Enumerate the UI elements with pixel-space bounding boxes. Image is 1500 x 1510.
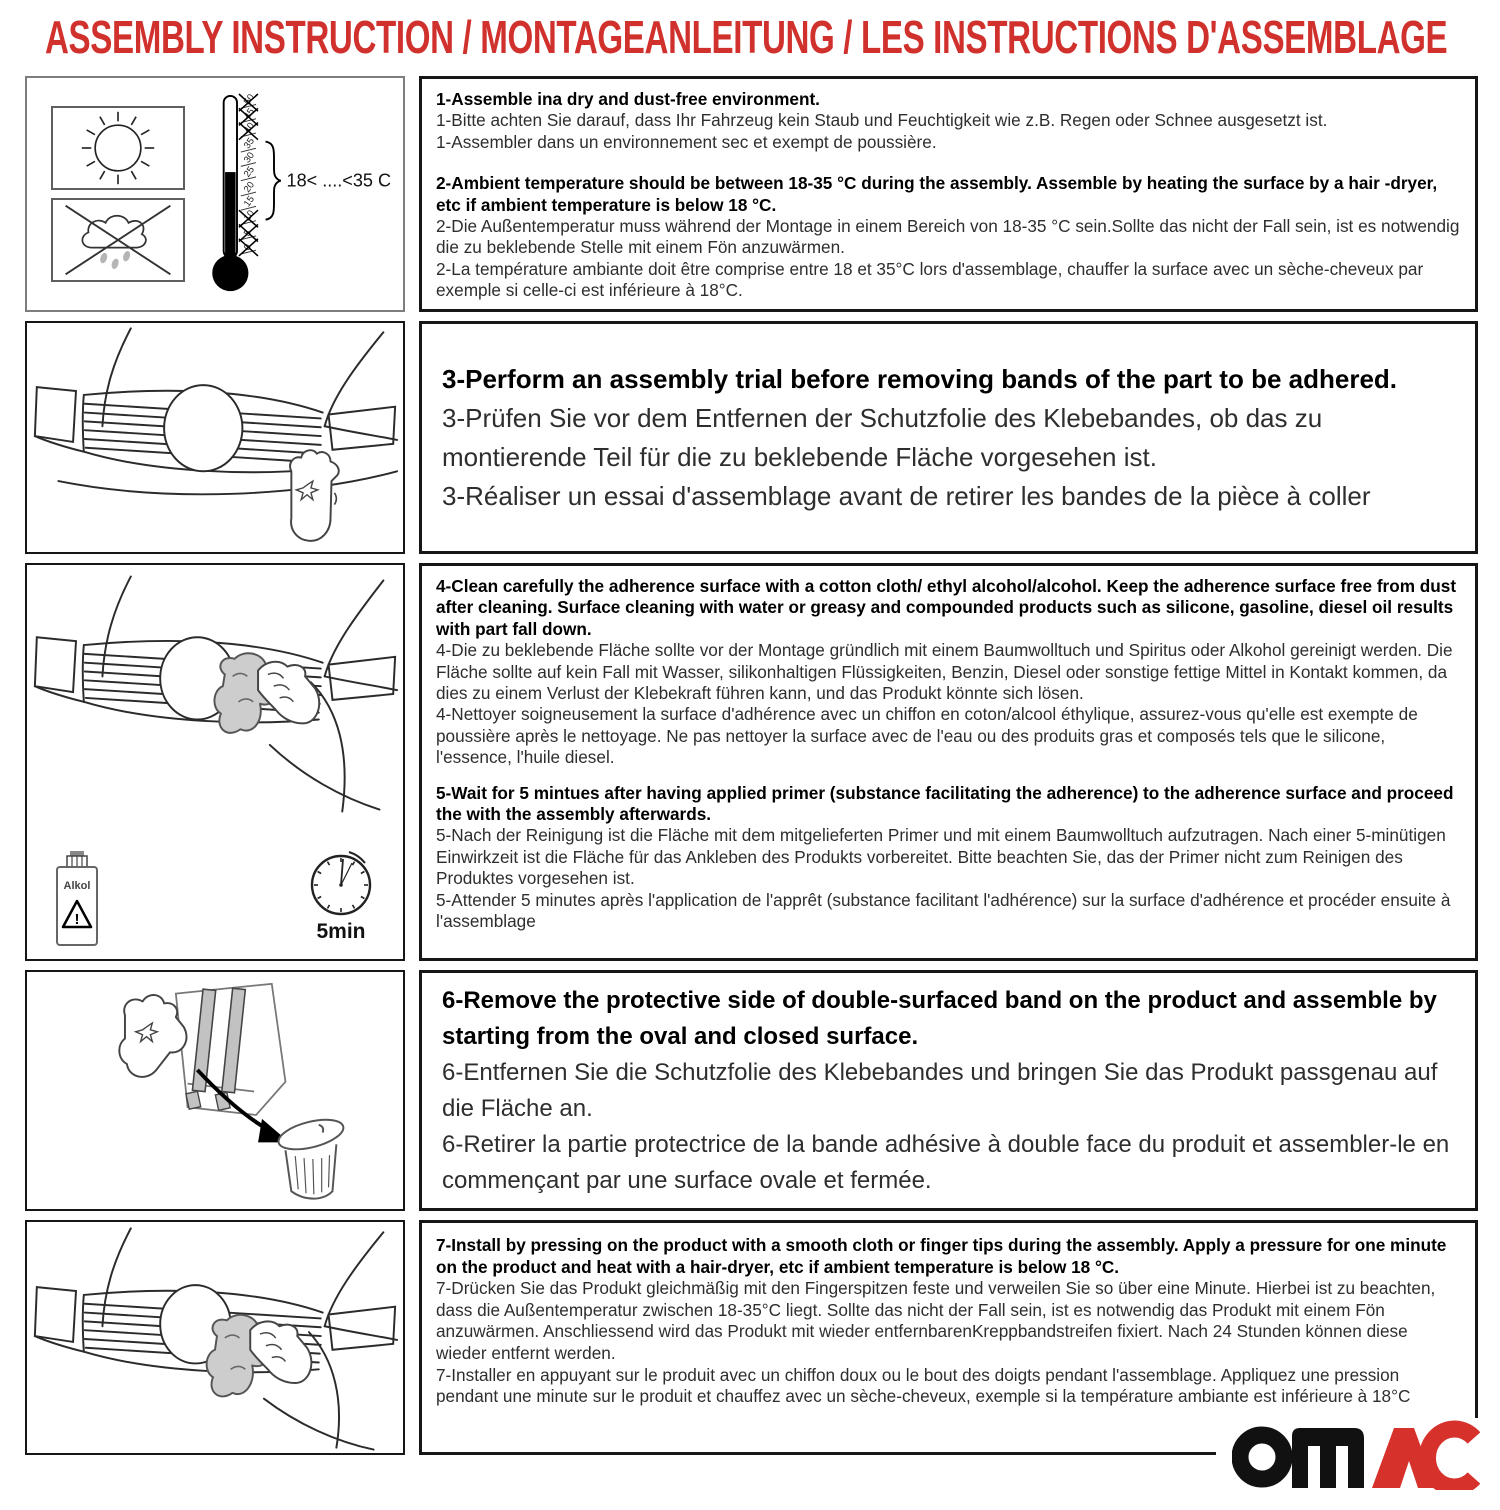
instruction-de: 2-Die Außentemperatur muss während der Montage in einem Bereich von 18-35 °C sein.Sollte das nicht der Fall sein, ist es notwendig die zu beklebende Stelle mit einem Fön anzuwärmen. — [436, 216, 1460, 258]
step-text-3 — [419, 321, 1478, 554]
instruction-fr: 4-Nettoyer soigneusement la surface d'adhérence avec un chiffon en coton/alcool éthylique, assurez-vous qu'elle est exempte de poussière après le nettoyage. Ne pas nettoyer la surface avec de l'eau ou des produits gras et composés tels que le silicone, l'essence, l'huile diesel. — [436, 704, 1418, 768]
environment-illustration — [25, 76, 405, 312]
svg-text:25: 25 — [241, 164, 257, 180]
cleaning-illustration — [25, 563, 405, 961]
logo-letter-c — [1427, 1429, 1474, 1487]
sun-icon — [51, 106, 185, 190]
svg-text:10: 10 — [241, 208, 257, 224]
svg-text:!: ! — [74, 911, 80, 928]
bottle-label: Alkol — [63, 880, 91, 892]
instruction-de: 3-Prüfen Sie vor dem Entfernen der Schutzfolie des Klebebandes, ob das zu montierende Teil für die zu beklebende Fläche vorgesehen ist. — [442, 402, 1323, 472]
thermometer-icon — [197, 88, 397, 300]
step-text-6 — [419, 970, 1478, 1211]
instruction-de: 1-Bitte achten Sie darauf, dass Ihr Fahrzeug kein Staub und Feuchtigkeit wie z.B. Regen oder Schnee ausgesetzt ist. — [436, 110, 1328, 131]
pressing-illustration — [25, 1220, 405, 1455]
instruction-en: 4-Clean carefully the adherence surface with a cotton cloth/ ethyl alcohol/alcohol. Keep the adherence surface free from dust after cleaning. Surface cleaning with water or greasy and compounded products such as silicone, gasoline, diesel oil results with part fall down. — [436, 576, 1457, 639]
instruction-de: 7-Drücken Sie das Produkt gleichmäßig mit den Fingerspitzen feste und verweilen Sie so über eine Minute. Hierbei ist zu beachten, dass die Außentemperatur zwischen 18-35°C liegt. Sollte das nicht der Fall sein, ist es notwendig das Produkt mit einem Fön anzuwärmen. Anschliessend wird das Produkt mit wieder entfernbarenKreppbandstreifen fixiert. Nach 24 Stunden können diese wieder entfernt werden. — [436, 1278, 1436, 1363]
instruction-en: 2-Ambient temperature should be between 18-35 °C during the assembly. Assemble by heating the surface by a hair -dryer, etc if ambient temperature is below 18 °C. — [436, 173, 1438, 215]
page-title: ASSEMBLY INSTRUCTION / MONTAGEANLEITUNG / LES INSTRUCTIONS D'ASSEMBLAGE — [45, 11, 1448, 63]
step-text-4-5 — [419, 563, 1478, 961]
assembly-instruction-sheet — [0, 10, 1500, 1455]
hand-icon — [258, 662, 319, 724]
instruction-fr: 7-Installer en appuyant sur le produit avec un chiffon doux ou le bout des doigts pendant l'assemblage. Appliquez une pression pendant une minute sur le produit et chauffez avec un sèche-cheveux, exemple si la température ambiante est inférieure à 18°C — [436, 1364, 1411, 1407]
grille-cleaning-image — [29, 569, 401, 821]
hand-icon — [290, 450, 339, 541]
instruction-fr: 1-Assembler dans un environnement sec et exempt de poussière. — [436, 131, 937, 152]
arrow-icon — [197, 1069, 289, 1141]
svg-text:35: 35 — [241, 135, 257, 151]
svg-text:0: 0 — [241, 242, 254, 253]
step-text-1 — [419, 76, 1478, 312]
instruction-en: 1-Assemble ina dry and dust-free environment. — [436, 89, 820, 109]
svg-text:50: 50 — [241, 92, 257, 108]
hand-icon — [250, 1321, 311, 1383]
instruction-fr: 6-Retirer la partie protectrice de la bande adhésive à double face du produit et assembler-le en commençant par une surface ovale et fermée. — [442, 1130, 1450, 1194]
svg-text:45: 45 — [241, 106, 257, 122]
instruction-fr: 5-Attender 5 minutes après l'application de l'apprêt (substance facilitant l'adhérence) sur la surface d'adhérence et procéder ensuite à l'assemblage — [436, 889, 1451, 932]
hand-icon — [119, 995, 186, 1077]
svg-text:20: 20 — [241, 179, 257, 195]
instruction-en: 5-Wait for 5 mintues after having applied primer (substance facilitating the adherence) to the adherence surface and proceed the with the assembly afterwards. — [436, 782, 1454, 825]
svg-text:15: 15 — [241, 194, 257, 210]
svg-text:40: 40 — [241, 120, 257, 136]
grille-trial-illustration — [25, 321, 405, 554]
adhesive-bands — [184, 984, 245, 1113]
step-row-2 — [25, 321, 1478, 554]
svg-text:30: 30 — [241, 150, 257, 166]
instruction-de: 4-Die zu beklebende Fläche sollte vor der Montage gründlich mit einem Baumwolltuch und Spiritus oder Alkohol gereinigt werden. Die Fläche sollte auf kein Fall mit Wasser, silikonhaltigen Flüssigkeiten, Benzin, Diesel oder sonstige fettige Mittel in Kontakt kommen, da dies zu einem Verlust der Klebekraft führen kann, und das Produkt könnte sich lösen. — [436, 640, 1453, 704]
instruction-en: 6-Remove the protective side of double-surfaced band on the product and assemble by starting from the oval and closed surface. — [442, 986, 1437, 1050]
instruction-en: 7-Install by pressing on the product with a smooth cloth or finger tips during the assembly. Apply a pressure for one minute on the product and heat with a hair-dryer, etc if ambient temperature is below 18 °C. — [436, 1235, 1447, 1277]
step-row-1 — [25, 76, 1478, 312]
clock-label: 5min — [316, 920, 366, 943]
trash-can-icon — [276, 1114, 347, 1199]
instruction-de: 6-Entfernen Sie die Schutzfolie des Klebebandes und bringen Sie das Produkt passgenau auf die Fläche an. — [442, 1058, 1438, 1122]
no-rain-icon — [51, 198, 185, 282]
svg-text:5: 5 — [241, 227, 254, 239]
logo-letter-m — [1292, 1428, 1364, 1488]
band-removal-illustration — [25, 970, 405, 1211]
instruction-en: 3-Perform an assembly trial before removing bands of the part to be adhered. — [442, 363, 1398, 394]
temperature-range-label: 18< ....<35 C — [286, 170, 392, 191]
step-row-4 — [25, 970, 1478, 1211]
step-row-3 — [25, 563, 1478, 961]
instruction-fr: 3-Réaliser un essai d'assemblage avant de retirer les bandes de la pièce à coller — [442, 480, 1371, 511]
alcohol-bottle-icon — [53, 849, 103, 949]
clock-5min-icon — [307, 849, 377, 949]
instruction-de: 5-Nach der Reinigung ist die Fläche mit dem mitgelieferten Primer und mit einem Baumwolltuch aufzutragen. Nach einer 5-minütigen Einwirkzeit ist die Fläche für das Ankleben des Produkts vorbereitet. Bitte beachten Sie, das der Primer nicht zum Reinigen des Produktes vorgesehen ist. — [436, 825, 1446, 889]
instruction-fr: 2-La température ambiante doit être comprise entre 18 et 35°C lors d'assemblage, chauffer la surface avec un sèche-cheveux par exemple si celle-ci est inférieure à 18°C. — [436, 258, 1424, 301]
logo-letter-o — [1240, 1435, 1284, 1479]
omac-logo — [1216, 1418, 1480, 1490]
